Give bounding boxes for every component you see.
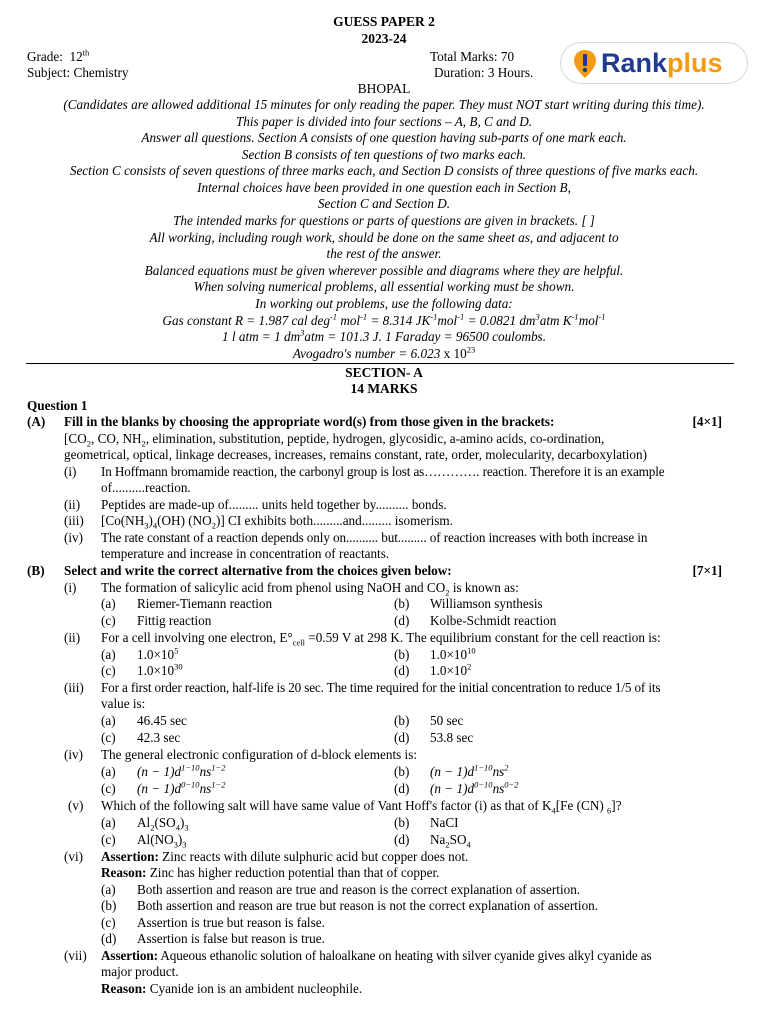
reason-text — [101, 865, 439, 881]
reason-label: Reason: — [101, 865, 147, 880]
assertion-text — [101, 948, 652, 964]
option-label: (c) — [101, 832, 116, 847]
option-d: Assertion is false but reason is true. — [137, 931, 325, 946]
paper-year: 2023-24 — [361, 31, 407, 46]
fill-item — [0, 497, 768, 513]
mcq-options-row — [0, 781, 768, 797]
mcq-number: (v) — [68, 798, 84, 813]
mcq-number: (ii) — [64, 630, 81, 645]
option-label: (d) — [394, 730, 410, 745]
total-marks: Total Marks: 70 — [430, 49, 515, 64]
mcq-number: (iv) — [64, 747, 84, 762]
mcq-question-cont — [0, 696, 768, 712]
word-bank-line — [0, 431, 768, 447]
reason-text — [101, 981, 362, 997]
mcq-options-row — [0, 613, 768, 629]
word-bank-line — [0, 447, 768, 463]
option-c: $Al(NO_3)_3$ — [137, 832, 187, 850]
option-label: (a) — [101, 764, 116, 779]
mcq-number: (vi) — [64, 849, 84, 864]
word-bank-text: [$CO_2$, CO, $NH_2$, elimination, substitution, peptide, hydrogen, glycosidic, a-amino acids, co-ordination, — [64, 431, 605, 449]
mcq-options-row — [0, 815, 768, 831]
instruction-line: Balanced equations must be given wherever possible and diagrams where they are helpful. — [144, 263, 624, 278]
option-a: $1.0\times 10^5$ — [137, 645, 179, 662]
avogadro-line: Avogadro's number = 6.023 x $10^{23}$ — [292, 344, 476, 361]
option-label: (b) — [101, 898, 117, 913]
mcq-option-row — [0, 915, 768, 931]
assertion-row-cont — [0, 964, 768, 980]
item-text: of..........reaction. — [101, 480, 191, 495]
assertion-text — [101, 849, 468, 865]
option-b: $1.0\times 10^{10}$ — [430, 645, 476, 662]
option-b: 50 sec — [430, 713, 464, 728]
option-d: 53.8 sec — [430, 730, 474, 745]
option-label: (c) — [101, 730, 116, 745]
instruction-line: Answer all questions. Section A consists of one question having sub-parts of one mark each. — [141, 130, 627, 145]
part-a-heading: Fill in the blanks by choosing the appropriate word(s) from those given in the brackets: — [64, 414, 555, 429]
fill-item-cont — [0, 546, 768, 562]
assertion-body: Aqueous ethanolic solution of haloalkane on heating with silver cyanide gives alkyl cyanide as — [160, 948, 652, 963]
option-a: $Al_2(SO_4)_3$ — [137, 815, 189, 833]
mcq-option-row — [0, 898, 768, 914]
divider — [26, 363, 734, 364]
item-text: temperature and increase in concentration of reactants. — [101, 546, 390, 561]
option-d: Kolbe-Schmidt reaction — [430, 613, 557, 628]
option-d: $(n - 1)d^{0-10}ns^{0-2}$ — [430, 779, 519, 796]
option-label: (d) — [394, 663, 410, 678]
mcq-text: value is: — [101, 696, 146, 711]
option-c: Assertion is true but reason is false. — [137, 915, 325, 930]
instruction-line: Section C and Section D. — [317, 196, 451, 211]
part-a-heading-row — [0, 414, 768, 430]
mcq-options-row — [0, 730, 768, 746]
reason-body: Zinc has higher reduction potential than that of copper. — [149, 865, 440, 880]
instruction-line: Internal choices have been provided in one question each in Section B, — [197, 180, 571, 195]
fill-item — [0, 513, 768, 529]
item-text: Peptides are made-up of......... units held together by.......... bonds. — [101, 497, 447, 512]
mcq-question — [0, 580, 768, 596]
mcq-option-row — [0, 882, 768, 898]
option-a: 46.45 sec — [137, 713, 187, 728]
option-label: (a) — [101, 882, 116, 897]
option-b: $(n - 1)d^{1-10}ns^2$ — [430, 762, 509, 779]
instruction-line: The intended marks for questions or parts of questions are given in brackets. [ ] — [173, 213, 595, 228]
instruction-line: the rest of the answer. — [326, 246, 442, 261]
mcq-text: The formation of salicylic acid from phenol using NaOH and $CO_2$ is known as: — [101, 580, 519, 598]
item-number: (iv) — [64, 530, 84, 545]
mcq-text: Which of the following salt will have same value of Vant Hoff's factor (i) as that of $K_4[Fe$ (CN) $_6$]? — [101, 798, 622, 816]
option-label: (c) — [101, 613, 116, 628]
instruction-line: This paper is divided into four sections – A, B, C and D. — [235, 114, 533, 129]
assertion-row — [0, 849, 768, 865]
mcq-question — [0, 747, 768, 763]
mcq-question — [0, 798, 768, 814]
mcq-text: The general electronic configuration of d-block elements is: — [101, 747, 418, 762]
instruction-line: Section C consists of seven questions of three marks each, and Section D consists of three questions of five marks each. — [69, 163, 699, 178]
fill-item-cont — [0, 480, 768, 496]
part-b-label: (B) — [27, 563, 45, 578]
option-c: Fittig reaction — [137, 613, 212, 628]
option-label: (c) — [101, 663, 116, 678]
rankplus-logo-icon — [573, 49, 597, 79]
assertion-row — [0, 948, 768, 964]
item-text: [$Co(NH_3)_4(OH)$ $(NO_2)$] CI exhibits both.........and......... isomerism. — [101, 513, 453, 531]
part-a-marks: [4×1] — [692, 414, 722, 429]
option-label: (d) — [394, 781, 410, 796]
item-number: (i) — [64, 464, 77, 479]
option-label: (c) — [101, 915, 116, 930]
mcq-text: For a cell involving one electron, $E^\circ_{cell} =0.59$ V at 298 K. The equilibrium constant for the cell reaction is: — [101, 630, 661, 648]
assertion-label: Assertion: — [101, 849, 159, 864]
option-b: NaCI — [430, 815, 459, 830]
option-d: $Na_2SO_4$ — [430, 832, 471, 850]
option-label: (b) — [394, 647, 410, 662]
mcq-options-row — [0, 647, 768, 663]
instruction-line: All working, including rough work, should be done on the same sheet as, and adjacent to — [149, 230, 619, 245]
mcq-options-row — [0, 764, 768, 780]
part-b-heading-row — [0, 563, 768, 579]
reason-row — [0, 865, 768, 881]
city-label: BHOPAL — [357, 81, 411, 96]
option-c: $1.0\times 10^{30}$ — [137, 661, 183, 678]
mcq-option-row — [0, 931, 768, 947]
option-label: (b) — [394, 815, 410, 830]
option-a: Both assertion and reason are true and reason is the correct explanation of assertion. — [137, 882, 581, 897]
mcq-question — [0, 630, 768, 646]
option-b: Both assertion and reason are true but reason is not the correct explanation of assertion. — [137, 898, 599, 913]
reason-row — [0, 981, 768, 997]
fill-item — [0, 464, 768, 480]
option-label: (a) — [101, 647, 116, 662]
mcq-options-row — [0, 596, 768, 612]
reason-body: Cyanide ion is an ambident nucleophile. — [149, 981, 363, 996]
item-text: In Hoffmann bromamide reaction, the carbonyl group is lost as…………. reaction. Therefore it is an example — [101, 464, 665, 479]
instruction-line: (Candidates are allowed additional 15 minutes for only reading the paper. They must NOT start writing during this time). — [63, 97, 705, 112]
option-a: $(n - 1)d^{1-10}ns^{1-2}$ — [137, 762, 226, 779]
option-label: (b) — [394, 596, 410, 611]
mcq-options-row — [0, 832, 768, 848]
option-label: (d) — [101, 931, 117, 946]
item-number: (iii) — [64, 513, 84, 528]
paper-title: GUESS PAPER 2 — [333, 14, 435, 29]
question-heading: Question 1 — [27, 398, 88, 413]
section-marks: 14 MARKS — [350, 381, 418, 396]
rankplus-logo — [560, 42, 748, 84]
option-label: (b) — [394, 713, 410, 728]
mcq-number: (vii) — [64, 948, 87, 963]
instruction-line: When solving numerical problems, all essential working must be shown. — [193, 279, 575, 294]
part-a-label: (A) — [27, 414, 46, 429]
mcq-text: For a first order reaction, half-life is 20 sec. The time required for the initial concentration to reduce 1/5 of its — [101, 680, 661, 695]
option-label: (c) — [101, 781, 116, 796]
mcq-options-row — [0, 663, 768, 679]
mcq-number: (iii) — [64, 680, 84, 695]
mcq-number: (i) — [64, 580, 77, 595]
option-d: $1.0\times 10^2$ — [430, 661, 472, 678]
grade-label: Grade: 12th — [27, 47, 90, 64]
assertion-body: major product. — [101, 964, 179, 979]
subject-label: Subject: Chemistry — [27, 65, 129, 80]
option-label: (d) — [394, 832, 410, 847]
option-a: Riemer-Tiemann reaction — [137, 596, 273, 611]
instruction-line: In working out problems, use the following data: — [255, 296, 513, 311]
duration-label: Duration: 3 Hours. — [434, 65, 534, 80]
mcq-question — [0, 680, 768, 696]
section-title: SECTION- A — [345, 365, 423, 380]
fill-item — [0, 530, 768, 546]
option-b: Williamson synthesis — [430, 596, 543, 611]
option-label: (b) — [394, 764, 410, 779]
item-text: The rate constant of a reaction depends only on.......... but......... of reaction increases with both increase in — [101, 530, 648, 545]
assertion-body: Zinc reacts with dilute sulphuric acid but copper does not. — [162, 849, 469, 864]
option-label: (a) — [101, 713, 116, 728]
logo-wordmark: Rankplus — [601, 48, 723, 78]
part-b-heading: Select and write the correct alternative from the choices given below: — [64, 563, 452, 578]
atm-line: 1 l atm = 1 $dm^3atm = 101.3$ J. 1 Faraday = 96500 coulombs. — [222, 327, 546, 344]
option-label: (d) — [394, 613, 410, 628]
item-number: (ii) — [64, 497, 81, 512]
option-label: (a) — [101, 815, 116, 830]
mcq-options-row — [0, 713, 768, 729]
reason-label: Reason: — [101, 981, 147, 996]
option-label: (a) — [101, 596, 116, 611]
option-c: $(n - 1)d^{0-10}ns^{1-2}$ — [137, 779, 226, 796]
part-b-marks: [7×1] — [692, 563, 722, 578]
option-c: 42.3 sec — [137, 730, 181, 745]
gas-constant-line: Gas constant R = 1.987 cal deg$^{-1}$ mol$^{-1}$ = 8.314 $JK^{-1}mol^{-1} = 0.0821$ $dm^3atm$ $K^{-1}mol^{-1}$ — [162, 311, 606, 328]
instruction-line: Section B consists of ten questions of two marks each. — [241, 147, 527, 162]
assertion-label: Assertion: — [101, 948, 158, 963]
word-bank-text: geometrical, optical, linkage decreases, increases, remains constant, rate, order, molecularity, decarboxylation) — [64, 447, 648, 462]
